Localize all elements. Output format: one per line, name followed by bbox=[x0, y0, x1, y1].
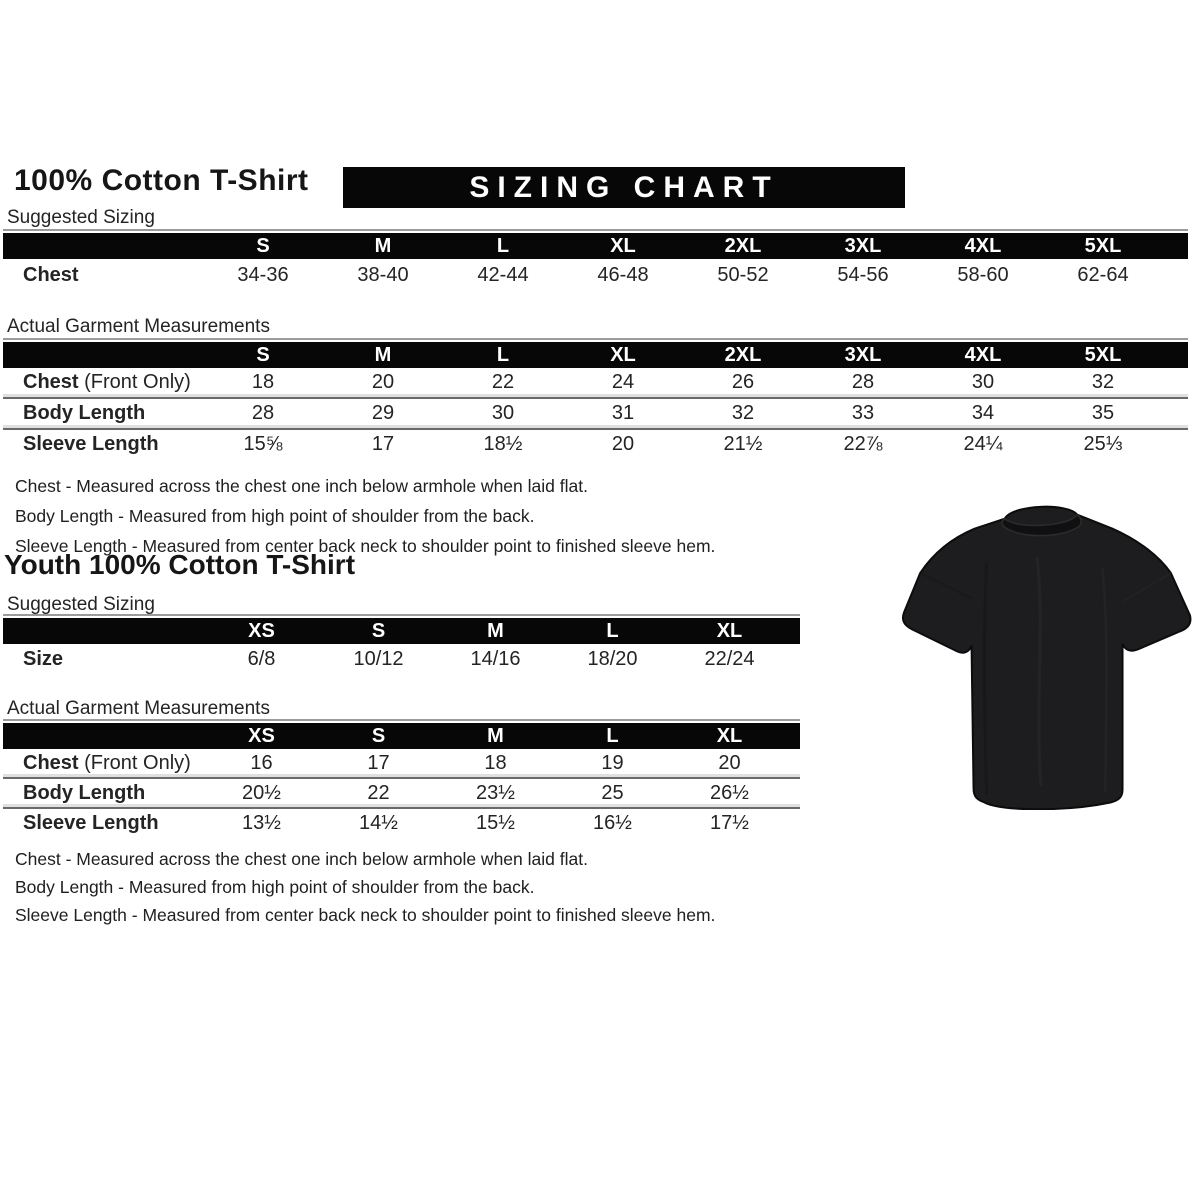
size-column-header: 4XL bbox=[964, 235, 1002, 257]
measurement-value: 35 bbox=[1091, 402, 1115, 424]
chest-range-value: 38-40 bbox=[357, 264, 409, 286]
chest-range-value: 54-56 bbox=[837, 264, 889, 286]
row-label: Body Length bbox=[23, 782, 146, 804]
black-tshirt-image bbox=[886, 492, 1198, 810]
chest-range-value: 46-48 bbox=[597, 264, 649, 286]
measurement-value: 25⅓ bbox=[1083, 433, 1123, 455]
size-column-header: XL bbox=[610, 344, 636, 366]
adult-chest-range-row bbox=[3, 259, 1188, 291]
measurement-value: 20 bbox=[611, 433, 635, 455]
measurement-note-sleeve-length: Sleeve Length - Measured from center back neck to shoulder point to finished sleeve hem. bbox=[15, 536, 716, 556]
measurement-value: 32 bbox=[1091, 371, 1115, 393]
youth-body-length-row bbox=[3, 777, 800, 807]
size-column-header: 2XL bbox=[724, 344, 762, 366]
measurement-value: 26½ bbox=[710, 782, 749, 804]
measurement-value: 25 bbox=[601, 782, 624, 804]
adult-actual-header-row bbox=[3, 342, 1188, 368]
measurement-value: 28 bbox=[251, 402, 275, 424]
chest-range-value: 50-52 bbox=[717, 264, 769, 286]
measurement-value: 20½ bbox=[242, 782, 281, 804]
size-column-header: L bbox=[606, 620, 619, 642]
youth-sleeve-length-row bbox=[3, 807, 800, 837]
size-column-header: L bbox=[496, 235, 510, 257]
measurement-value: 22 bbox=[367, 782, 390, 804]
chest-range-value: 58-60 bbox=[957, 264, 1009, 286]
size-range-value: 6/8 bbox=[247, 648, 276, 670]
measurement-value: 16 bbox=[250, 752, 273, 774]
measurement-value: 28 bbox=[851, 371, 875, 393]
size-column-header: 5XL bbox=[1084, 235, 1122, 257]
size-column-header: S bbox=[371, 620, 386, 642]
measurement-note-chest: Chest - Measured across the chest one inch below armhole when laid flat. bbox=[15, 476, 588, 496]
measurement-value: 22⅞ bbox=[843, 433, 883, 455]
measurement-value: 15⅝ bbox=[243, 433, 283, 455]
measurement-value: 17 bbox=[367, 752, 390, 774]
measurement-note-body-length: Body Length - Measured from high point of shoulder from the back. bbox=[15, 877, 535, 897]
measurement-value: 32 bbox=[731, 402, 755, 424]
size-column-header: XS bbox=[248, 725, 275, 747]
measurement-value: 26 bbox=[731, 371, 755, 393]
youth-suggested-header-row bbox=[3, 618, 800, 644]
youth-chest-row bbox=[3, 749, 800, 777]
size-column-header: M bbox=[374, 235, 392, 257]
row-label: Size bbox=[23, 648, 64, 670]
size-column-header: L bbox=[496, 344, 510, 366]
size-range-value: 22/24 bbox=[704, 648, 755, 670]
size-column-header: M bbox=[487, 620, 504, 642]
measurement-value: 18½ bbox=[483, 433, 523, 455]
chest-range-value: 34-36 bbox=[237, 264, 289, 286]
measurement-value: 20 bbox=[718, 752, 741, 774]
measurement-value: 30 bbox=[971, 371, 995, 393]
row-label: Chest bbox=[23, 264, 79, 286]
adult-body-length-row bbox=[3, 397, 1188, 428]
header-spacer bbox=[3, 618, 203, 644]
adult-suggested-sizing-label: Suggested Sizing bbox=[7, 207, 155, 228]
header-spacer bbox=[3, 233, 203, 259]
youth-size-row bbox=[3, 644, 800, 674]
adult-actual-measurements-label: Actual Garment Measurements bbox=[7, 316, 270, 337]
measurement-value: 21½ bbox=[723, 433, 763, 455]
size-column-header: XL bbox=[716, 620, 743, 642]
header-spacer bbox=[3, 723, 203, 749]
measurement-value: 18 bbox=[484, 752, 507, 774]
sizing-chart-banner: SIZING CHART bbox=[343, 167, 905, 208]
youth-actual-measurements-label: Actual Garment Measurements bbox=[7, 698, 270, 719]
size-column-header: 3XL bbox=[844, 235, 882, 257]
adult-actual-table bbox=[3, 342, 1188, 459]
header-spacer bbox=[3, 342, 203, 368]
measurement-value: 23½ bbox=[476, 782, 515, 804]
black-tshirt-graphic bbox=[886, 492, 1198, 810]
size-column-header: M bbox=[487, 725, 504, 747]
measurement-value: 20 bbox=[371, 371, 395, 393]
measurement-value: 13½ bbox=[242, 812, 281, 834]
size-range-value: 18/20 bbox=[587, 648, 638, 670]
measurement-note-sleeve-length: Sleeve Length - Measured from center back neck to shoulder point to finished sleeve hem. bbox=[15, 905, 716, 925]
measurement-value: 17 bbox=[371, 433, 395, 455]
size-column-header: S bbox=[256, 235, 270, 257]
adult-chest-row bbox=[3, 368, 1188, 397]
measurement-value: 24 bbox=[611, 371, 635, 393]
measurement-value: 29 bbox=[371, 402, 395, 424]
size-column-header: L bbox=[606, 725, 619, 747]
youth-actual-table bbox=[3, 723, 800, 837]
size-column-header: 2XL bbox=[724, 235, 762, 257]
measurement-value: 22 bbox=[491, 371, 515, 393]
chest-range-value: 42-44 bbox=[477, 264, 529, 286]
size-column-header: 4XL bbox=[964, 344, 1002, 366]
adult-sleeve-length-row bbox=[3, 428, 1188, 459]
size-column-header: XL bbox=[610, 235, 636, 257]
size-range-value: 10/12 bbox=[353, 648, 404, 670]
size-column-header: S bbox=[371, 725, 386, 747]
page-title: 100% Cotton T-Shirt bbox=[14, 164, 309, 197]
row-label: Chest (Front Only) bbox=[23, 752, 191, 774]
measurement-value: 18 bbox=[251, 371, 275, 393]
size-column-header: XS bbox=[248, 620, 275, 642]
row-label: Body Length bbox=[23, 402, 146, 424]
measurement-value: 34 bbox=[971, 402, 995, 424]
youth-section-title: Youth 100% Cotton T-Shirt bbox=[4, 549, 356, 580]
size-column-header: 5XL bbox=[1084, 344, 1122, 366]
row-label: Sleeve Length bbox=[23, 812, 159, 834]
adult-suggested-header-row bbox=[3, 233, 1188, 259]
measurement-note-chest: Chest - Measured across the chest one inch below armhole when laid flat. bbox=[15, 849, 588, 869]
measurement-value: 17½ bbox=[710, 812, 749, 834]
size-column-header: 3XL bbox=[844, 344, 882, 366]
row-label: Chest (Front Only) bbox=[23, 371, 191, 393]
chest-range-value: 62-64 bbox=[1077, 264, 1129, 286]
size-column-header: S bbox=[256, 344, 270, 366]
measurement-value: 19 bbox=[601, 752, 624, 774]
measurement-value: 14½ bbox=[359, 812, 398, 834]
measurement-note-body-length: Body Length - Measured from high point of shoulder from the back. bbox=[15, 506, 535, 526]
measurement-value: 30 bbox=[491, 402, 515, 424]
size-column-header: XL bbox=[716, 725, 743, 747]
youth-suggested-sizing-label: Suggested Sizing bbox=[7, 594, 155, 615]
row-label: Sleeve Length bbox=[23, 433, 159, 455]
measurement-value: 16½ bbox=[593, 812, 632, 834]
size-column-header: M bbox=[374, 344, 392, 366]
youth-suggested-table bbox=[3, 618, 800, 674]
measurement-value: 15½ bbox=[476, 812, 515, 834]
adult-suggested-table bbox=[3, 233, 1188, 291]
measurement-value: 33 bbox=[851, 402, 875, 424]
measurement-value: 24¼ bbox=[963, 433, 1003, 455]
youth-actual-header-row bbox=[3, 723, 800, 749]
measurement-value: 31 bbox=[611, 402, 635, 424]
size-range-value: 14/16 bbox=[470, 648, 521, 670]
